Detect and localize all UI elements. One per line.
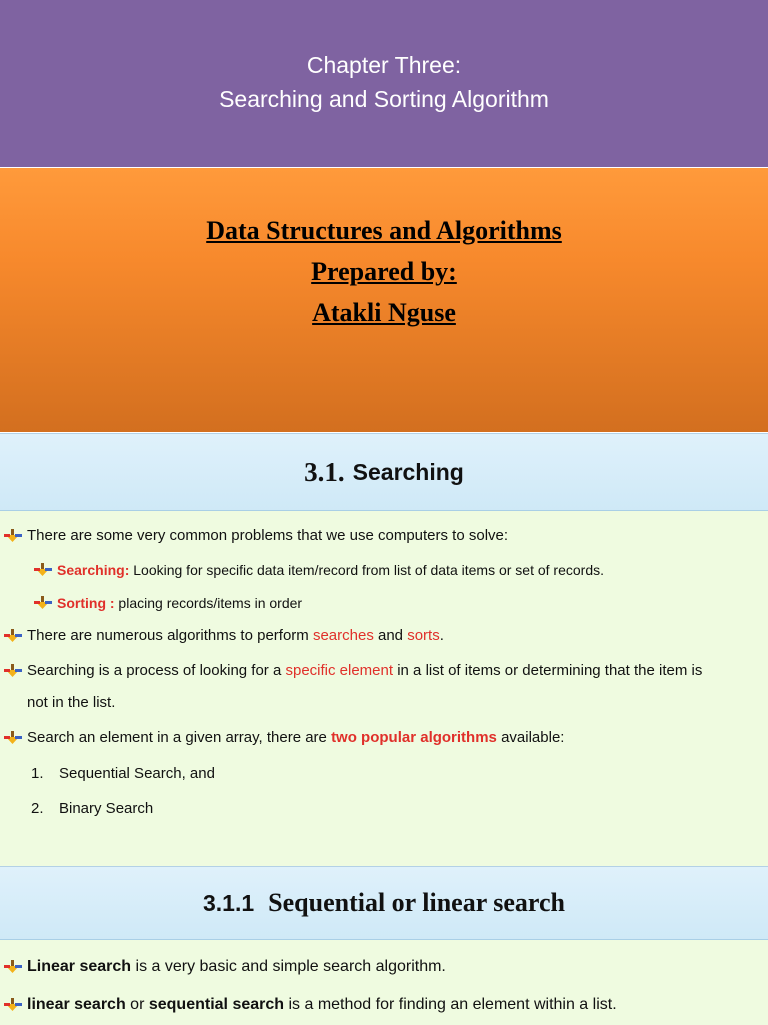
- bullet-item: [4, 957, 446, 977]
- highlight-specific-element: specific element: [285, 662, 394, 679]
- section-heading: [0, 434, 768, 511]
- text-run: is a method for finding an element within a list.: [284, 996, 617, 1013]
- section-heading: [0, 867, 768, 940]
- section-number: 3.1.: [304, 456, 345, 487]
- sequential-search-slide: [0, 866, 768, 1025]
- bullet-text: [27, 728, 564, 748]
- term-definition: Looking for specific data item/record from list of data items or set of records.: [129, 562, 604, 578]
- course-title: Data Structures and Algorithms: [206, 216, 562, 245]
- item-number: 2.: [31, 800, 44, 817]
- chapter-title: Chapter Three:: [306, 51, 462, 78]
- term-label: Searching:: [57, 562, 130, 578]
- term-sequential-search: sequential search: [148, 996, 285, 1013]
- item-text: Binary Search: [59, 800, 154, 817]
- text-run: is a very basic and simple search algorithm.: [131, 958, 446, 975]
- term-linear-search: linear search: [27, 996, 126, 1013]
- section-number: 3.1.1: [203, 889, 255, 916]
- arrow-bullet-icon: [4, 731, 22, 745]
- course-title-slide: [0, 168, 768, 432]
- bullet-text: [27, 995, 617, 1015]
- bullet-text: [27, 957, 446, 977]
- arrow-bullet-icon: [4, 529, 22, 543]
- searching-slide: [0, 433, 768, 866]
- bullet-text: [27, 661, 702, 681]
- chapter-subtitle: Searching and Sorting Algorithm: [219, 85, 549, 112]
- arrow-bullet-icon: [34, 596, 52, 610]
- text-run: and: [373, 627, 408, 644]
- bullet-item: [4, 526, 508, 546]
- item-text: Sequential Search, and: [59, 765, 215, 782]
- sub-bullet-text: [57, 593, 302, 613]
- sub-bullet-item: [34, 593, 302, 613]
- term-label: Sorting :: [57, 595, 115, 611]
- sub-bullet-text: [57, 560, 604, 580]
- chapter-title-slide: [0, 0, 768, 167]
- highlight-searches: searches: [312, 627, 374, 644]
- text-run: .: [439, 627, 444, 644]
- text-run: or: [125, 996, 149, 1013]
- bullet-item: [4, 661, 702, 681]
- prepared-by-label: Prepared by:: [311, 257, 457, 286]
- numbered-item: [31, 799, 153, 819]
- text-run: Search an element in a given array, there are: [27, 729, 332, 746]
- section-title: Sequential or linear search: [268, 888, 565, 917]
- text-run: Searching is a process of looking for a: [27, 662, 286, 679]
- arrow-bullet-icon: [4, 664, 22, 678]
- text-run: There are numerous algorithms to perform: [27, 627, 313, 644]
- term-definition: placing records/items in order: [114, 595, 303, 611]
- arrow-bullet-icon: [4, 960, 22, 974]
- sub-bullet-item: [34, 560, 604, 580]
- section-title: Searching: [352, 458, 464, 485]
- bullet-item: [4, 626, 444, 646]
- bullet-text: There are some very common problems that we use computers to solve:: [27, 527, 509, 544]
- highlight-sorts: sorts: [407, 627, 440, 644]
- bullet-text: [27, 626, 444, 646]
- bullet-item: [4, 995, 617, 1015]
- term-linear-search: Linear search: [27, 958, 132, 975]
- numbered-item: [31, 764, 215, 784]
- highlight-two-popular-algorithms: two popular algorithms: [331, 729, 497, 746]
- text-run: available:: [496, 729, 565, 746]
- bullet-continuation: not in the list.: [27, 694, 116, 711]
- text-run: in a list of items or determining that the item is: [393, 662, 703, 679]
- bullet-item: [4, 728, 564, 748]
- arrow-bullet-icon: [34, 563, 52, 577]
- author-name: Atakli Nguse: [312, 298, 456, 327]
- arrow-bullet-icon: [4, 998, 22, 1012]
- item-number: 1.: [31, 765, 44, 782]
- arrow-bullet-icon: [4, 629, 22, 643]
